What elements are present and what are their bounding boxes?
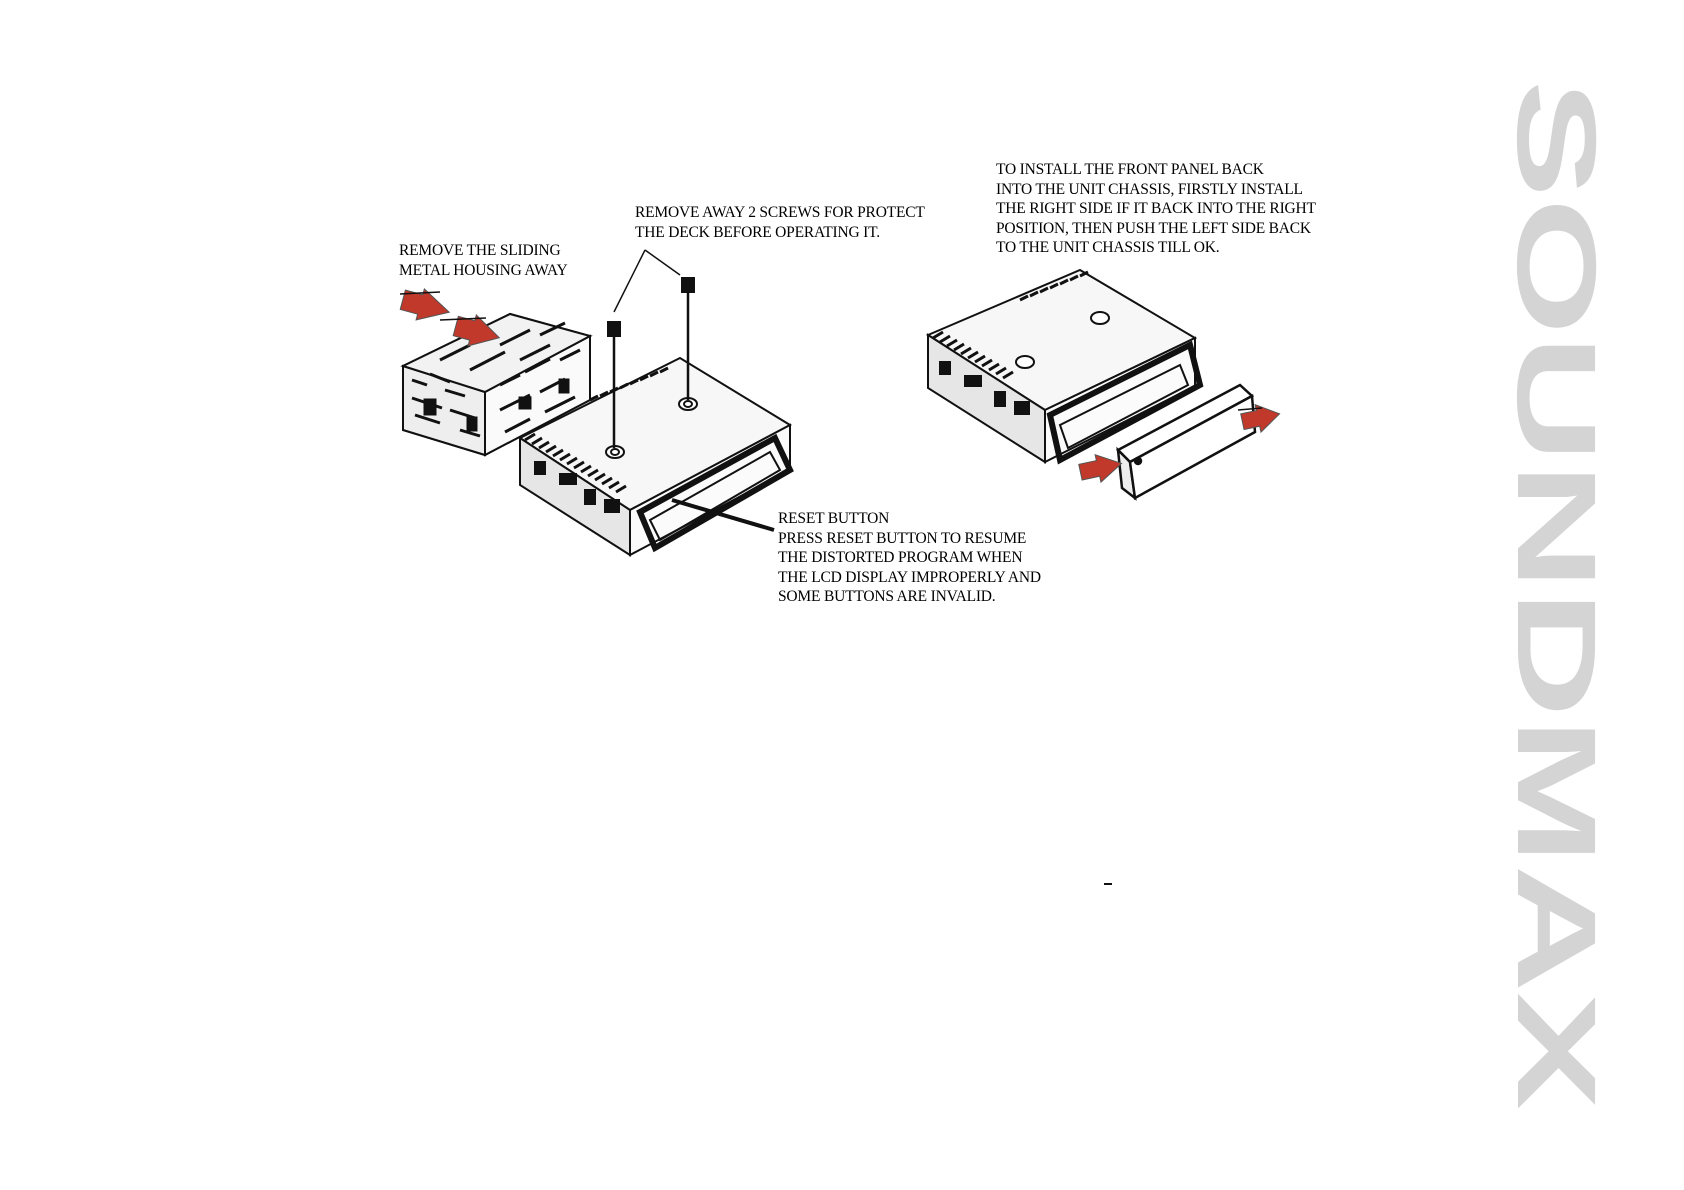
caption-remove-sleeve: REMOVE THE SLIDING METAL HOUSING AWAY — [399, 242, 568, 279]
caption-remove-screws: REMOVE AWAY 2 SCREWS FOR PROTECT THE DECK BEFORE OPERATING IT. — [635, 204, 925, 241]
soundmax-logo-text: SOUNDMAX — [1494, 80, 1619, 734]
caption-reset-button: RESET BUTTON PRESS RESET BUTTON TO RESUME THE DISTORTED PROGRAM WHEN THE LCD DISPLAY IMPROPERLY AND SOME BUTTONS ARE INVALID. — [778, 510, 1041, 605]
soundmax-logo — [1494, 80, 1619, 1110]
caption-install-front-panel: TO INSTALL THE FRONT PANEL BACK INTO THE UNIT CHASSIS, FIRSTLY INSTALL THE RIGHT SIDE IF IT BACK INTO THE RIGHT POSITION, THEN PUSH THE LEFT SIDE BACK TO THE UNIT CHASSIS TILL OK. — [996, 161, 1316, 256]
